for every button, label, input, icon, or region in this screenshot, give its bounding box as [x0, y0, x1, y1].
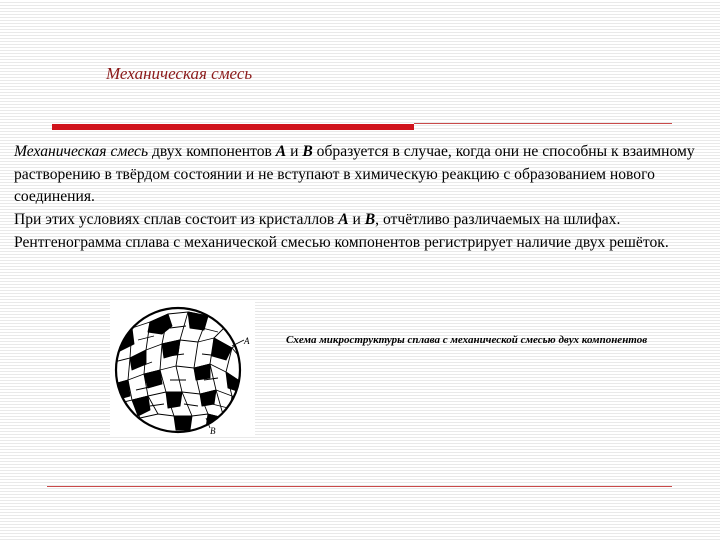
paragraph-1-text-1: двух компонентов: [148, 143, 276, 160]
paragraph-2-and: и: [348, 211, 365, 229]
accent-rule-thin-bottom: [47, 486, 672, 487]
label-a: А: [244, 336, 250, 346]
paragraph-2: [14, 209, 704, 254]
component-a: А: [275, 143, 287, 160]
paragraph-1-text-2: образуется в случае, когда они не способны к взаимному растворению в твёрдом состоянии и не вступают в химическую реакцию с образованием нового соединения.: [14, 143, 695, 206]
microstructure-svg: [110, 300, 255, 436]
slide-title: Механическая смесь: [106, 64, 253, 83]
accent-rule-thin-top: [414, 123, 672, 124]
body-text: [14, 141, 704, 255]
component-b: В: [364, 211, 376, 229]
microstructure-diagram: [110, 300, 255, 436]
paragraph-1: [14, 141, 704, 209]
label-b: В: [210, 426, 216, 436]
diagram-caption: Схема микроструктуры сплава с механической смесью двух компонентов: [286, 334, 648, 346]
component-a: А: [338, 211, 349, 229]
paragraph-1-and: и: [286, 143, 303, 160]
accent-rule-thick: [52, 124, 414, 130]
paragraph-2-text-2: , отчётливо различаемых на шлифах. Рентгенограмма сплава с механической смесью компонентов регистрирует наличие двух решёток.: [14, 211, 669, 251]
term-mechanical-mixture: Механическая смесь: [14, 143, 149, 160]
paragraph-2-text-1: При этих условиях сплав состоит из кристаллов: [14, 211, 339, 229]
component-b: В: [302, 143, 313, 160]
